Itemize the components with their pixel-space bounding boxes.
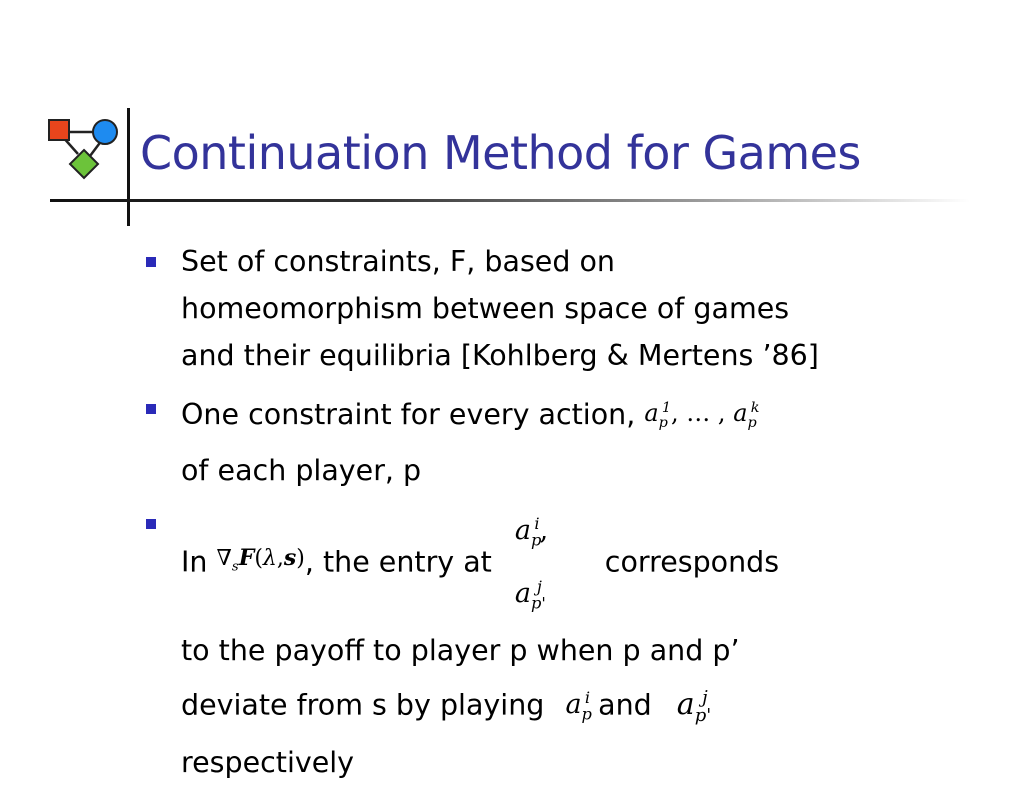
bullet-3-corresponds: corresponds xyxy=(604,545,780,579)
gradient-math: $\nabla_sF(\lambda,s)$ xyxy=(216,545,305,575)
slide-title: Continuation Method for Games xyxy=(140,126,861,180)
bullet-3-in: In xyxy=(181,545,208,579)
title-horizontal-rule xyxy=(50,199,970,202)
bullet-marker xyxy=(146,519,156,529)
bullet-1-line-3: and their equilibria [Kohlberg & Mertens ’86] xyxy=(181,339,819,372)
bullet-item-3 xyxy=(140,500,1000,786)
bullet-1-line-2: homeomorphism between space of games xyxy=(181,292,790,325)
bullet-item-2 xyxy=(140,385,1000,494)
bullet-2-line-2: of each player, p xyxy=(181,453,422,487)
bullet-3-line-4: respectively xyxy=(181,745,355,779)
title-vertical-rule xyxy=(127,108,130,226)
action-i-math: $a_p^i$ xyxy=(565,688,592,724)
bullet-3-entry: , the entry at xyxy=(304,545,492,579)
entry-math: $a_p^i$, $a_{p'}^j$ xyxy=(514,513,549,613)
bullet-3-line-3: deviate from s by playing xyxy=(181,688,545,722)
bullet-marker xyxy=(146,257,156,267)
action-set-math: $a_p^1$, … , $a_p^k$ xyxy=(644,399,760,431)
bullet-list xyxy=(140,238,1000,792)
action-j-math: $a_{p'}^j$ xyxy=(676,686,712,726)
bullet-3-and: and xyxy=(598,688,652,722)
bullet-2-text: One constraint for every action, xyxy=(181,397,636,431)
bullet-marker xyxy=(146,404,156,414)
bullet-3-line-2: to the payoff to player p when p and p’ xyxy=(181,633,740,667)
bullet-item-1 xyxy=(140,238,1000,379)
bullet-1-line-1: Set of constraints, F, based on xyxy=(181,245,615,278)
flow-logo-icon xyxy=(44,116,124,192)
